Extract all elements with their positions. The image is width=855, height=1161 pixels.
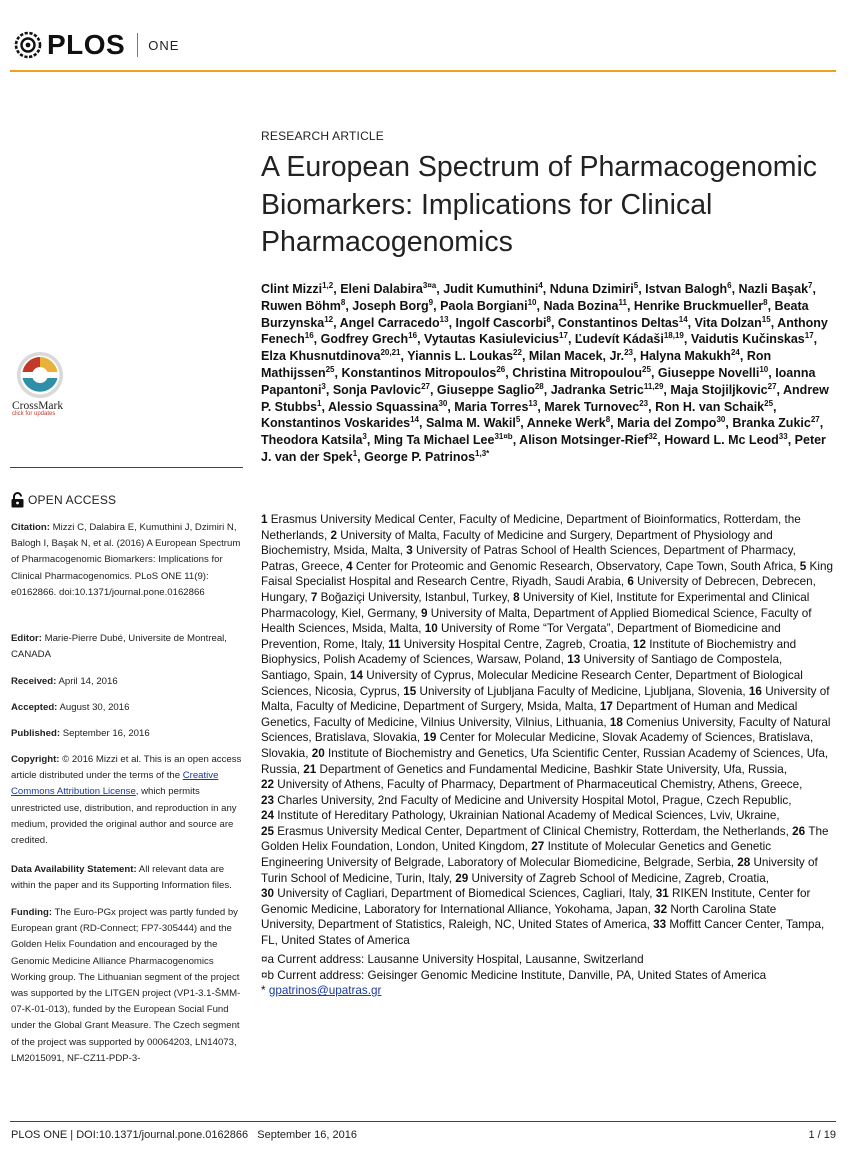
editor-block xyxy=(11,631,246,663)
crossmark-label: CrossMark xyxy=(12,400,64,412)
current-address-b: ¤b Current address: Geisinger Genomic Medicine Institute, Danville, PA, United States of America xyxy=(261,968,767,982)
author-name: Joseph Borg xyxy=(352,298,429,313)
affiliation-text: King Faisal Specialist Hospital and Research Centre, Riyadh, Saudi Arabia xyxy=(261,559,833,589)
author-name: Istvan Balogh xyxy=(645,282,728,296)
corresponding-email-line xyxy=(261,983,833,999)
affiliation-number: 31 xyxy=(655,887,669,901)
data-availability-label: Data Availability Statement: xyxy=(11,864,137,875)
affiliation-number: 20 xyxy=(311,746,325,760)
author-affiliation-ref: 15 xyxy=(761,314,771,324)
affiliation-text: University of Santiago de Compostela, Santiago, Spain xyxy=(261,653,783,682)
data-availability-block xyxy=(11,862,246,894)
author-name: Henrike Bruckmueller xyxy=(633,298,764,313)
affiliation-number: 30 xyxy=(261,887,275,901)
footer-citation xyxy=(11,1129,357,1141)
affiliation-number: 13 xyxy=(567,653,581,667)
author-name: Ron H. van Schaik xyxy=(655,399,765,414)
crossmark-icon xyxy=(14,350,66,400)
affiliation-text: Institute of Biochemistry and Genetics, Ufa Scientific Center, Russian Academy of Sciences, Ufa, Russia xyxy=(261,746,829,776)
author-affiliation-ref: 18,19 xyxy=(663,331,684,341)
author-name: Nazli Başak xyxy=(738,282,809,296)
author-affiliation-ref: 23 xyxy=(639,398,649,408)
funding-label: Funding: xyxy=(11,907,53,918)
affiliation-text: University of Patras School of Health Sciences, Department of Pharmacy, Patras, Greece xyxy=(261,544,796,573)
citation-block xyxy=(11,520,246,601)
article-type: RESEARCH ARTICLE xyxy=(261,129,385,143)
affiliation-number: 23 xyxy=(261,793,275,807)
author-name: Maja Stojiljkovic xyxy=(670,382,768,397)
author-name: Clint Mizzi xyxy=(261,282,323,296)
citation-text: Mizzi C, Dalabira E, Kumuthini J, Dzimiri N, Balogh I, Başak N, et al. (2016) A European Spectrum of Pharmacogenomic Biomarkers: Implications for Clinical Pharmacogenomics. PLoS ONE 11(9): e0162866. doi:10.1371/journal.pone.0162866 xyxy=(11,522,241,598)
author-affiliation-ref: 7 xyxy=(808,280,813,290)
crossmark-badge[interactable] xyxy=(12,350,72,417)
affiliation-text: University of Malta, Faculty of Medicine and Surgery, Department of Physiology and Biochemistry, Msida, Malta xyxy=(261,528,773,558)
affiliation-number: 5 xyxy=(799,559,807,573)
author-name: Anneke Werk xyxy=(526,416,606,431)
author-affiliation-ref: 30 xyxy=(438,398,448,408)
author-affiliation-ref: 20,21 xyxy=(380,348,401,358)
author-name: Andrew P. Stubbs xyxy=(261,382,829,414)
editor-text: Marie-Pierre Dubé, Universite de Montreal, CANADA xyxy=(11,633,227,661)
accepted-date: August 30, 2016 xyxy=(59,702,130,713)
author-affiliation-ref: 6 xyxy=(727,280,732,290)
affiliation-text: University of Turin School of Medicine, Turin, Italy xyxy=(261,856,818,885)
funding-text: The Euro-PGx project was partly funded by European grant (RD-Connect; FP7-305444) and the Golden Helix Foundation and encouraged by the Genomic Medicine Alliance Pharmacogenomics Working group. The Lithuanian segment of the project was supported by the LITGEN project (VP1-3.1-ŠMM-07-K-01-013), funded by the European Social Fund under the Global Grant Measure. The Czech segment of the project was supported by 00064203, LN14073, LM2015091, NF-CZ11-PDP-3- xyxy=(11,907,241,1064)
footer-doi: PLOS ONE | DOI:10.1371/journal.pone.0162866 xyxy=(11,1129,249,1141)
author-affiliation-ref: 12 xyxy=(324,314,334,324)
author-affiliation-ref: 1,2 xyxy=(322,280,334,290)
author-affiliation-ref: 5 xyxy=(515,415,521,425)
author-name: Giuseppe Saglio xyxy=(436,382,535,397)
affiliation-text: University of Cyprus, Molecular Medicine Research Center, Department of Biological Sciences, Nicosia, Cyprus xyxy=(261,668,803,698)
author-affiliation-ref: 1 xyxy=(317,398,322,408)
affiliation-number: 7 xyxy=(310,590,318,604)
author-name: Sonja Pavlovic xyxy=(332,382,422,397)
affiliation-text: University of Rome “Tor Vergata”, Department of Biomedicine and Prevention, Rome, Italy xyxy=(261,622,781,651)
affiliation-text: University of Ljubljana Faculty of Medicine, Ljubljana, Slovenia xyxy=(419,684,743,698)
author-name: Godfrey Grech xyxy=(320,332,409,347)
published-label: Published: xyxy=(11,728,61,739)
affiliation-text: Institute of Biochemistry and Biophysics, Polish Academy of Sciences, Warsaw, Poland xyxy=(261,637,797,667)
author-affiliation-ref: 27 xyxy=(421,381,430,391)
author-name: Paola Borgiani xyxy=(440,298,528,313)
author-affiliation-ref: 25 xyxy=(325,364,335,374)
author-name: Nduna Dzimiri xyxy=(549,282,634,296)
author-name: Beata Burzynska xyxy=(261,298,809,330)
affiliation-text: University of Malta, Faculty of Medicine, Department of Surgery, Msida, Malta xyxy=(261,684,830,714)
affiliation-number: 6 xyxy=(627,575,634,589)
author-affiliation-ref: 26 xyxy=(496,364,506,374)
author-affiliation-ref: 3¤a xyxy=(422,280,437,290)
email-link[interactable]: gpatrinos@upatras.gr xyxy=(268,984,382,998)
affiliation-number: 27 xyxy=(531,840,545,854)
author-affiliation-ref: 27 xyxy=(767,381,777,391)
affiliation-text: Department of Human and Medical Genetics, Faculty of Medicine, Vilnius University, Vilnius, Lithuania xyxy=(261,700,798,729)
open-access-badge xyxy=(11,492,116,508)
author-name: Ming Ta Michael Lee xyxy=(373,433,495,448)
author-affiliation-ref: 28 xyxy=(534,381,544,391)
author-affiliation-ref: 8 xyxy=(605,415,611,425)
author-affiliation-ref: 27 xyxy=(810,415,820,425)
author-name: Maria Torres xyxy=(454,399,529,414)
affiliation-text: The Golden Helix Foundation, London, United Kingdom xyxy=(261,824,829,854)
author-name: Theodora Katsila xyxy=(261,433,363,448)
author-name: Ruwen Böhm xyxy=(261,298,341,313)
license-link[interactable]: Creative Commons Attribution License xyxy=(11,770,219,798)
author-affiliation-ref: 11 xyxy=(618,297,627,307)
author-affiliation-ref: 16 xyxy=(304,331,314,341)
author-name: Ron Mathijssen xyxy=(261,349,772,380)
copyright-label: Copyright: xyxy=(11,754,60,765)
author-name: Konstantinos Voskarides xyxy=(261,416,411,431)
affiliation-number: 11 xyxy=(388,637,401,651)
affiliation-number: 33 xyxy=(653,918,667,932)
editor-label: Editor: xyxy=(11,633,42,644)
author-name: Angel Carracedo xyxy=(339,315,440,330)
affiliation-number: 10 xyxy=(424,622,438,636)
affiliation-number: 15 xyxy=(403,684,417,698)
author-name: Vita Dolzan xyxy=(694,315,762,330)
author-name: Giuseppe Novelli xyxy=(657,365,760,380)
author-name: Milan Macek, Jr. xyxy=(528,349,625,364)
affiliation-number: 3 xyxy=(406,544,413,558)
author-name: Jadranka Setric xyxy=(550,382,644,397)
affiliation-number: 8 xyxy=(513,590,520,604)
author-affiliation-ref: 5 xyxy=(633,280,639,290)
author-affiliation-ref: 13 xyxy=(528,398,538,408)
author-name: Ľudevít Kádaši xyxy=(574,332,664,347)
author-name: Howard L. Mc Leod xyxy=(664,433,779,448)
published-block xyxy=(11,726,246,742)
affiliation-text: Center for Molecular Medicine, Slovak Academy of Sciences, Bratislava, Slovakia xyxy=(261,731,814,760)
author-name: Constantinos Deltas xyxy=(557,315,679,330)
logo-divider xyxy=(137,33,138,57)
copyright-text: © 2016 Mizzi et al. This is an open access article distributed under the terms of the xyxy=(11,754,242,782)
author-affiliation-ref: 11,29 xyxy=(643,381,664,391)
author-name: Ingolf Cascorbi xyxy=(455,315,547,330)
author-name: Alison Motsinger-Rief xyxy=(519,433,649,448)
author-affiliation-ref: 4 xyxy=(538,280,543,290)
affiliation-text: RIKEN Institute, Center for Genomic Medicine, Laboratory for International Alliance, Yokohama, Japan xyxy=(261,887,811,916)
open-lock-icon xyxy=(11,492,24,508)
author-name: Vaidutis Kučinskas xyxy=(690,332,805,347)
affiliation-text: University of Athens, Faculty of Pharmacy, Department of Pharmaceutical Chemistry, Athens, Greece xyxy=(277,778,800,792)
author-name: Halyna Makukh xyxy=(639,349,731,364)
author-affiliation-ref: 9 xyxy=(428,297,434,307)
journal-name: ONE xyxy=(148,37,180,53)
affiliation-list: 1 Erasmus University Medical Center, Faculty of Medicine, Department of Bioinformatics, Rotterdam, the Netherlands, 2 University of Malta, Faculty of Medicine and Surgery, Department of Physiology and Biochemistry, Msida, Malta, 3 University of Patras School of Health Sciences, Department of Pharmacy, Patras, Greece, 4 Center for Proteomic and Genomic Research, Observatory, Cape Town, South Africa, 5 King Faisal Specialist Hospital and Research Centre, Riyadh, Saudi Arabia, 6 University of Debrecen, Debrecen, Hungary, 7 Boğaziçi University, Istanbul, Turkey, 8 University of Kiel, Institute for Experimental and Clinical Pharmacology, Kiel, Germany, 9 University of Malta, Department of Applied Biomedical Science, Faculty of Health Sciences, Msida, Malta, 10 University of Rome “Tor Vergata”, Department of Biomedicine and Prevention, Rome, Italy, 11 University Hospital Centre, Zagreb, Croatia, 12 Institute of Biochemistry and Biophysics, Polish Academy of Sciences, Warsaw, Poland, 13 University of Santiago de Compostela, Santiago, Spain, 14 University of Cyprus, Molecular Medicine Research Center, Department of Biological Sciences, Nicosia, Cyprus, 15 University of Ljubljana Faculty of Medicine, Ljubljana, Slovenia, 16 University of Malta, Faculty of Medicine, Department of Surgery, Msida, Malta, 17 Department of Human and Medical Genetics, Faculty of Medicine, Vilnius University, Vilnius, Lithuania, 18 Comenius University, Faculty of Natural Sciences, Bratislava, Slovakia, 19 Center for Molecular Medicine, Slovak Academy of Sciences, Bratislava, Slovakia, 20 Institute of Biochemistry and Genetics, Ufa Scientific Center, Russian Academy of Sciences, Ufa, Russia, 21 Department of Genetics and Fundamental Medicine, Bashkir State University, Ufa, Russia, 22 University of Athens, Faculty of Pharmacy, Department of Pharmaceutical Chemistry, Athens, Greece, 23 Charles University, 2nd Faculty of Medicine and University Hospital Motol, Prague, Czech Republic, 24 Institute of Hereditary Pathology, Ukrainian National Academy of Medical Sciences, Lviv, Ukraine, 25 Erasmus University Medical Center, Department of Clinical Chemistry, Rotterdam, the Netherlands, 26 The Golden Helix Foundation, London, United Kingdom, 27 Institute of Molecular Genetics and Genetic Engineering University of Belgrade, Laboratory of Molecular Biomedicine, Belgrade, Serbia, 28 University of Turin School of Medicine, Turin, Italy, 29 University of Zagreb School of Medicine, Zagreb, Croatia, 30 University of Cagliari, Department of Biomedical Sciences, Cagliari, Italy, 31 RIKEN Institute, Center for Genomic Medicine, Laboratory for International Alliance, Yokohama, Japan, 32 North Carolina State University, Department of Statistics, Raleigh, NC, United States of America, 33 Moffitt Cancer Center, Tampa, FL, United States of America xyxy=(261,513,833,948)
author-name: Marek Turnovec xyxy=(544,399,640,414)
affiliation-text: University of Debrecen, Debrecen, Hungary xyxy=(261,575,816,604)
affiliation-text: University of Malta, Department of Applied Biomedical Science, Faculty of Health Sciences, Msida, Malta xyxy=(261,606,812,636)
data-availability-text: All relevant data are within the paper and its Supporting Information files. xyxy=(11,864,232,892)
accepted-label: Accepted: xyxy=(11,702,58,713)
affiliation-text: University Hospital Centre, Zagreb, Croatia xyxy=(403,637,627,651)
author-name: Branka Zukic xyxy=(732,416,811,431)
author-name: Alessio Squassina xyxy=(327,399,439,414)
affiliation-number: 2 xyxy=(330,528,338,542)
corresponding-marker: * xyxy=(261,984,266,998)
author-name: Eleni Dalabira xyxy=(340,282,423,296)
affiliation-number: 28 xyxy=(737,856,751,870)
author-affiliation-ref: 24 xyxy=(730,348,740,358)
affiliation-text: Center for Proteomic and Genomic Research, Observatory, Cape Town, South Africa xyxy=(355,559,794,573)
author-affiliation-ref: 23 xyxy=(624,348,633,358)
author-affiliation-ref: 8 xyxy=(546,314,551,324)
author-name: Konstantinos Mitropoulos xyxy=(341,365,497,380)
author-list: Clint Mizzi$^{1,2}$, Eleni Dalabira$^{3¤a}$, Judit Kumuthini$^4$, Nduna Dzimiri$^5$, Istvan Balogh$^6$, Nazli Başak$^7$, Ruwen Böhm$^8$, Joseph Borg$^9$, Paola Borgiani$^{10}$, Nada Bozina$^{11}$, Henrike Bruckmueller$^8$, Beata Burzynska$^{12}$, Angel Carracedo$^{13}$, Ingolf Cascorbi$^8$, Constantinos Deltas$^{14}$, Vita Dolzan$^{15}$, Anthony Fenech$^{16}$, Godfrey Grech$^{16}$, Vytautas Kasiulevicius$^{17}$, Ľudevít Kádaši$^{18,19}$, Vaidutis Kučinskas$^{17}$, Elza Khusnutdinova$^{20,21}$, Yiannis L. Loukas$^{22}$, Milan Macek, Jr.$^{23}$, Halyna Makukh$^{24}$, Ron Mathijssen$^{25}$, Konstantinos Mitropoulos$^{26}$, Christina Mitropoulou$^{25}$, Giuseppe Novelli$^{10}$, Ioanna Papantoni$^3$, Sonja Pavlovic$^{27}$, Giuseppe Saglio$^{28}$, Jadranka Setric$^{11,29}$, Maja Stojiljkovic$^{27}$, Andrew P. Stubbs$^1$, Alessio Squassina$^{30}$, Maria Torres$^{13}$, Marek Turnovec$^{23}$, Ron H. van Schaik$^{25}$, Konstantinos Voskarides$^{14}$, Salma M. Wakil$^5$, Anneke Werk$^8$, Maria del Zompo$^{30}$, Branka Zukic$^{27}$, Theodora Katsila$^3$, Ming Ta Michael Lee$^{31¤b}$, Alison Motsinger-Rief$^{32}$, Howard L. Mc Leod$^{33}$, Peter J. van der Spek$^1$, George P. Patrinos$^{1,3*}$ xyxy=(261,280,829,464)
affiliation-number: 12 xyxy=(633,637,647,651)
affiliation-text: Boğaziçi University, Istanbul, Turkey xyxy=(320,590,507,604)
author-affiliation-ref: 33 xyxy=(778,432,788,442)
affiliation-text: Institute of Molecular Genetics and Genetic Engineering University of Belgrade, Laboratory of Molecular Biomedicine, Belgrade, Serbia xyxy=(261,840,772,870)
author-affiliation-ref: 8 xyxy=(340,297,346,307)
affiliation-number: 16 xyxy=(748,684,762,698)
author-affiliation-ref: 14 xyxy=(678,314,688,324)
accepted-block xyxy=(11,700,246,716)
page-number: 1 / 19 xyxy=(808,1129,836,1141)
affiliation-text: Erasmus University Medical Center, Department of Clinical Chemistry, Rotterdam, the Netherlands xyxy=(277,824,786,838)
author-name: Ioanna Papantoni xyxy=(261,365,816,397)
affiliation-text: North Carolina State University, Department of Statistics, Raleigh, NC, United States of America xyxy=(261,902,777,932)
open-access-label: OPEN ACCESS xyxy=(28,493,117,507)
affiliation-number: 24 xyxy=(261,809,275,823)
author-affiliation-ref: 8 xyxy=(763,297,768,307)
citation-label: Citation: xyxy=(11,522,50,533)
article-title: A European Spectrum of Pharmacogenomic Biomarkers: Implications for Clinical Pharmacogenomics xyxy=(261,151,818,258)
affiliation-number: 29 xyxy=(455,871,469,885)
affiliation-number: 26 xyxy=(792,824,806,838)
author-affiliation-ref: 3 xyxy=(321,381,326,391)
sidebar-rule xyxy=(10,467,243,468)
copyright-text-end: , which permits unrestricted use, distribution, and reproduction in any medium, provided the original author and source are credited. xyxy=(11,786,237,847)
plos-one-logo[interactable] xyxy=(11,28,179,62)
author-affiliation-ref: 17 xyxy=(559,331,568,341)
affiliation-number: 21 xyxy=(303,762,317,776)
author-affiliation-ref: 32 xyxy=(648,432,658,442)
affiliation-number: 17 xyxy=(599,700,613,714)
header-rule xyxy=(10,70,836,72)
affiliation-text: Comenius University, Faculty of Natural Sciences, Bratislava, Slovakia xyxy=(261,715,831,745)
author-name: Maria del Zompo xyxy=(617,416,717,431)
author-affiliation-ref: 25 xyxy=(764,398,774,408)
author-affiliation-ref: 10 xyxy=(527,297,537,307)
affiliation-number: 32 xyxy=(654,902,668,916)
affiliation-number: 19 xyxy=(423,731,437,745)
affiliation-number: 14 xyxy=(350,668,364,682)
author-affiliation-ref: 3 xyxy=(362,432,367,442)
author-name: Anthony Fenech xyxy=(261,315,828,347)
author-affiliation-ref: 22 xyxy=(513,348,522,358)
author-affiliation-ref: 1,3* xyxy=(475,448,490,458)
affiliation-text: Erasmus University Medical Center, Faculty of Medicine, Department of Bioinformatics, Rotterdam, the Netherlands xyxy=(261,513,801,542)
affiliation-text: Moffitt Cancer Center, Tampa, FL, United States of America xyxy=(261,918,825,948)
current-address-a: ¤a Current address: Lausanne University Hospital, Lausanne, Switzerland xyxy=(261,953,644,966)
author-name: George P. Patrinos xyxy=(364,449,476,464)
affiliation-number: 22 xyxy=(261,778,275,792)
author-name: Judit Kumuthini xyxy=(443,282,539,296)
affiliation-number: 18 xyxy=(609,715,623,729)
author-name: Peter J. van der Spek xyxy=(261,433,826,464)
affiliation-number: 25 xyxy=(261,824,275,838)
received-date: April 14, 2016 xyxy=(58,676,118,687)
affiliation-number: 1 xyxy=(261,513,268,526)
author-affiliation-ref: 30 xyxy=(716,415,726,425)
affiliation-number: 4 xyxy=(346,559,353,573)
author-notes xyxy=(261,952,833,999)
author-affiliation-ref: 1 xyxy=(352,448,358,458)
affiliation-text: Charles University, 2nd Faculty of Medicine and University Hospital Motol, Prague, Czech Republic xyxy=(277,793,789,807)
affiliation-text: University of Zagreb School of Medicine, Zagreb, Croatia xyxy=(471,871,766,885)
funding-block xyxy=(11,905,246,1067)
author-affiliation-ref: 16 xyxy=(408,331,418,341)
affiliation-text: Department of Genetics and Fundamental Medicine, Bashkir State University, Ufa, Russia xyxy=(319,762,784,776)
author-name: Vytautas Kasiulevicius xyxy=(424,332,560,347)
received-block xyxy=(11,674,246,690)
author-affiliation-ref: 13 xyxy=(439,314,449,324)
author-affiliation-ref: 14 xyxy=(410,415,420,425)
logo-text: PLOS xyxy=(47,29,126,60)
published-date: September 16, 2016 xyxy=(62,728,150,739)
affiliation-text: Institute of Hereditary Pathology, Ukrainian National Academy of Medical Sciences, Lviv, Ukraine xyxy=(277,809,777,823)
affiliation-number: 9 xyxy=(421,606,428,620)
plos-logo-icon xyxy=(11,28,45,62)
author-affiliation-ref: 25 xyxy=(642,364,651,374)
affiliation-text: University of Cagliari, Department of Biomedical Sciences, Cagliari, Italy xyxy=(277,887,650,901)
footer-date: September 16, 2016 xyxy=(257,1129,357,1141)
footer-rule xyxy=(10,1121,836,1122)
author-name: Christina Mitropoulou xyxy=(512,365,643,380)
affiliation-text: University of Kiel, Institute for Experimental and Clinical Pharmacology, Kiel, Germany xyxy=(261,590,810,620)
copyright-block xyxy=(11,752,246,849)
author-affiliation-ref: 31¤b xyxy=(494,432,513,442)
crossmark-sublabel: click for updates xyxy=(12,411,56,417)
author-affiliation-ref: 10 xyxy=(759,364,769,374)
author-affiliation-ref: 17 xyxy=(804,331,814,341)
author-name: Nada Bozina xyxy=(543,298,619,313)
author-name: Elza Khusnutdinova xyxy=(261,349,381,364)
received-label: Received: xyxy=(11,676,57,687)
author-name: Yiannis L. Loukas xyxy=(407,349,514,364)
author-name: Salma M. Wakil xyxy=(425,416,516,431)
